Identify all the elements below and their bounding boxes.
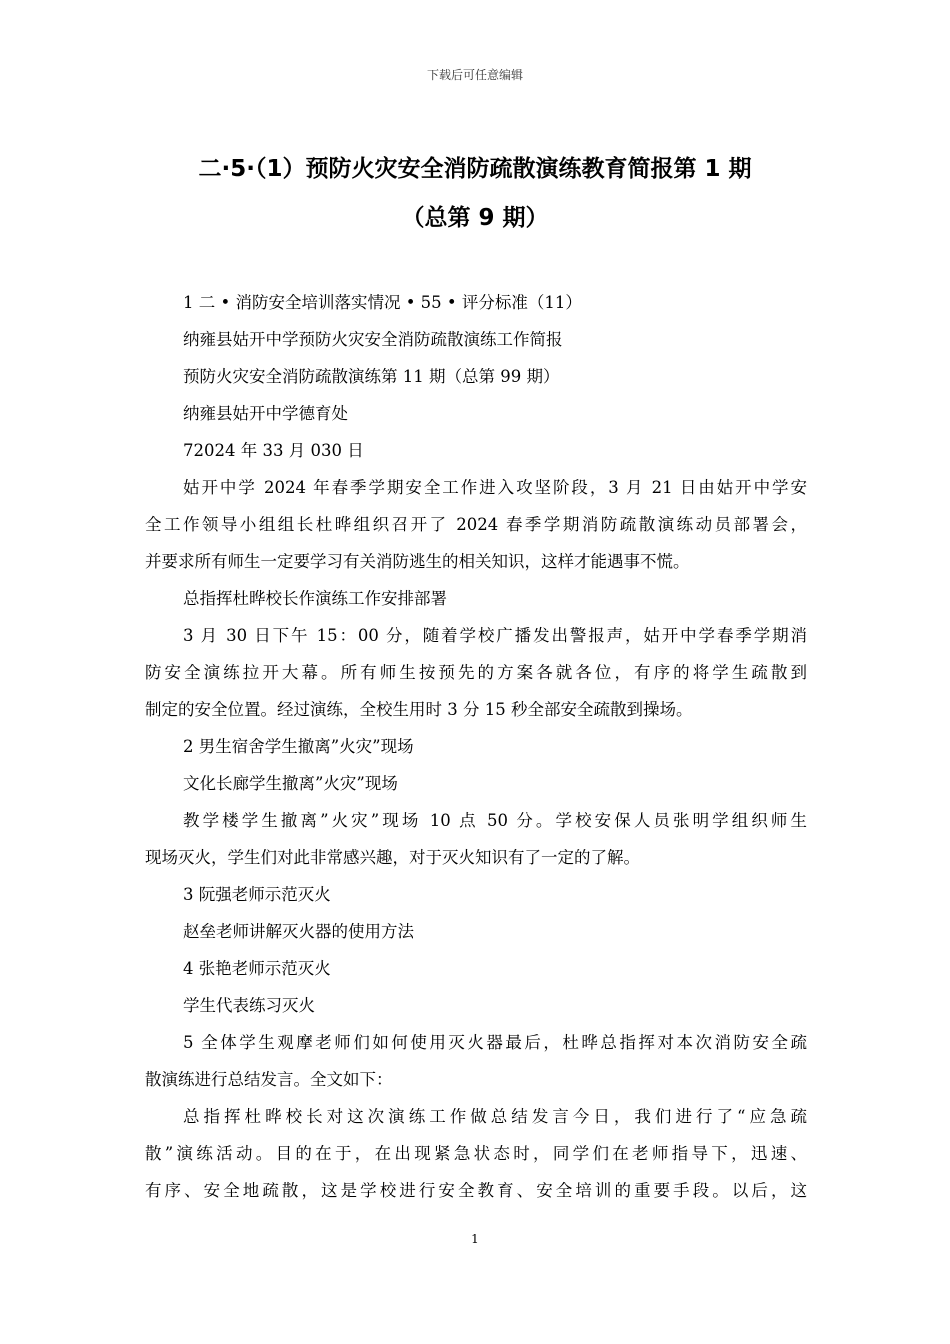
body-text	[145, 284, 807, 1209]
text-line: 散演练进行总结发言。全文如下：	[145, 1070, 393, 1089]
text-line: 72024 年 33 月 030 日	[183, 441, 364, 460]
text-line: 3 阮强老师示范灭火	[183, 885, 331, 904]
text-line: 4 张艳老师示范灭火	[183, 959, 331, 978]
text-line: 防安全演练拉开大幕。所有师生按预先的方案各就各位，有序的将学生疏散到	[145, 663, 807, 682]
text-line: 姑开中学 2024 年春季学期安全工作进入攻坚阶段，3 月 21 日由姑开中学安	[183, 478, 807, 497]
text-line: 1 二 • 消防安全培训落实情况 • 55 • 评分标准（11）	[183, 293, 582, 312]
text-line: 3 月 30 日下午 15：00 分，随着学校广播发出警报声，姑开中学春季学期消	[183, 626, 807, 645]
text-line: 总指挥杜晔校长对这次演练工作做总结发言今日，我们进行了“应急疏	[183, 1107, 807, 1126]
text-line: 现场灭火，学生们对此非常感兴趣，对于灭火知识有了一定的了解。	[145, 848, 640, 867]
document-title: 二·5·（1）预防火灾安全消防疏散演练教育简报第 1 期	[198, 156, 752, 182]
text-line: 预防火灾安全消防疏散演练第 11 期（总第 99 期）	[183, 367, 560, 386]
text-line: 5 全体学生观摩老师们如何使用灭火器最后，杜晔总指挥对本次消防安全疏	[183, 1033, 807, 1052]
text-line: 学生代表练习灭火	[183, 996, 315, 1015]
text-line: 散”演练活动。目的在于，在出现紧急状态时，同学们在老师指导下，迅速、	[145, 1144, 807, 1163]
text-line: 有序、安全地疏散，这是学校进行安全教育、安全培训的重要手段。以后，这	[145, 1181, 807, 1200]
header-note: 下载后可任意编辑	[426, 68, 523, 82]
text-line: 总指挥杜晔校长作演练工作安排部署	[183, 589, 447, 608]
text-line: 并要求所有师生一定要学习有关消防逃生的相关知识，这样才能遇事不慌。	[145, 552, 690, 571]
text-line: 纳雍县姑开中学预防火灾安全消防疏散演练工作简报	[183, 330, 563, 349]
text-line: 文化长廊学生撤离”火灾”现场	[183, 774, 398, 793]
page-number: 1	[471, 1232, 479, 1246]
text-line: 教学楼学生撤离”火灾”现场 10 点 50 分。学校安保人员张明学组织师生	[183, 811, 807, 830]
text-line: 纳雍县姑开中学德育处	[183, 404, 348, 423]
text-line: 2 男生宿舍学生撤离”火灾”现场	[183, 737, 414, 756]
text-line: 制定的安全位置。经过演练，全校生用时 3 分 15 秒全部安全疏散到操场。	[145, 700, 693, 719]
document-subtitle: （总第 9 期）	[401, 205, 549, 231]
text-line: 全工作领导小组组长杜晔组织召开了 2024 春季学期消防疏散演练动员部署会，	[145, 515, 807, 534]
text-line: 赵垒老师讲解灭火器的使用方法	[183, 922, 414, 941]
